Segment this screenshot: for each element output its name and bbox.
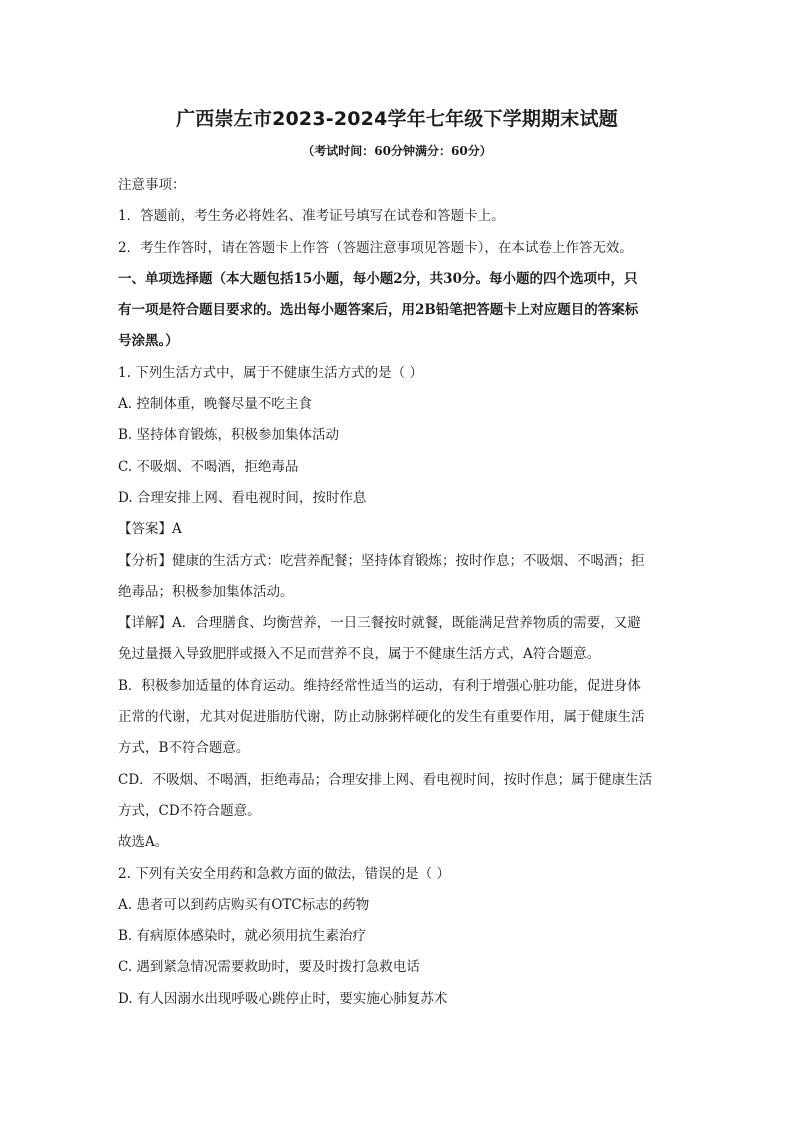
q1-conclusion: 故选A。 [118,834,169,851]
notice-item-2: 2．考生作答时，请在答题卡上作答（答题注意事项见答题卡），在本试卷上作答无效。 [118,239,633,256]
q1-detail-line-5: 方式，B不符合题意。 [118,740,250,757]
notice-item-1: 1．答题前，考生务必将姓名、准考证号填写在试卷和答题卡上。 [118,208,505,225]
exam-title: 广西崇左市2023-2024学年七年级下学期期末试题 [176,108,618,130]
q1-option-d: D. 合理安排上网、看电视时间，按时作息 [118,489,367,506]
q1-stem: 1. 下列生活方式中，属于不健康生活方式的是（ ） [118,364,423,381]
q1-detail-line-1: 【详解】A．合理膳食、均衡营养，一日三餐按时就餐，既能满足营养物质的需要，又避 [118,615,641,632]
q1-option-c: C. 不吸烟、不喝酒，拒绝毒品 [118,458,299,475]
q2-option-c: C. 遇到紧急情况需要救助时，要及时拨打急救电话 [118,959,420,976]
q1-detail-line-7: 方式，CD不符合题意。 [118,802,261,819]
notice-heading: 注意事项： [118,177,186,193]
section-heading-line-3: 号涂黑。） [118,333,179,350]
exam-subtitle: （考试时间：60分钟满分：60分） [302,144,492,158]
q1-detail-line-3: B．积极参加适量的体育运动。维持经常性适当的运动，有利于增强心脏功能，促进身体 [118,677,641,694]
q1-answer: 【答案】A [118,521,182,538]
q1-detail-line-6: CD．不吸烟、不喝酒，拒绝毒品；合理安排上网、看电视时间，按时作息；属于健康生活 [118,771,653,788]
q1-option-b: B. 坚持体育锻炼，积极参加集体活动 [118,427,340,444]
q2-option-a: A. 患者可以到药店购买有OTC标志的药物 [118,896,370,913]
q1-detail-line-2: 免过量摄入导致肥胖或摄入不足而营养不良，属于不健康生活方式，A符合题意。 [118,646,601,663]
q1-analysis-line-2: 绝毒品；积极参加集体活动。 [118,583,294,600]
q1-detail-line-4: 正常的代谢，尤其对促进脂肪代谢，防止动脉粥样硬化的发生有重要作用，属于健康生活 [118,709,645,726]
q1-analysis-line-1: 【分析】健康的生活方式：吃营养配餐；坚持体育锻炼；按时作息；不吸烟、不喝酒；拒 [118,552,645,569]
exam-body [118,170,676,1015]
q1-option-a: A. 控制体重，晚餐尽量不吃主食 [118,396,312,413]
q2-stem: 2. 下列有关安全用药和急救方面的做法，错误的是（ ） [118,865,450,882]
q2-option-d: D. 有人因溺水出现呼吸心跳停止时，要实施心肺复苏术 [118,990,448,1007]
q2-option-b: B. 有病原体感染时，就必须用抗生素治疗 [118,928,367,945]
section-heading-line-2: 有一项是符合题目要求的。选出每小题答案后，用2B铅笔把答题卡上对应题目的答案标 [118,302,639,319]
section-heading-line-1: 一、单项选择题（本大题包括15小题，每小题2分，共30分。每小题的四个选项中，只 [118,270,638,287]
